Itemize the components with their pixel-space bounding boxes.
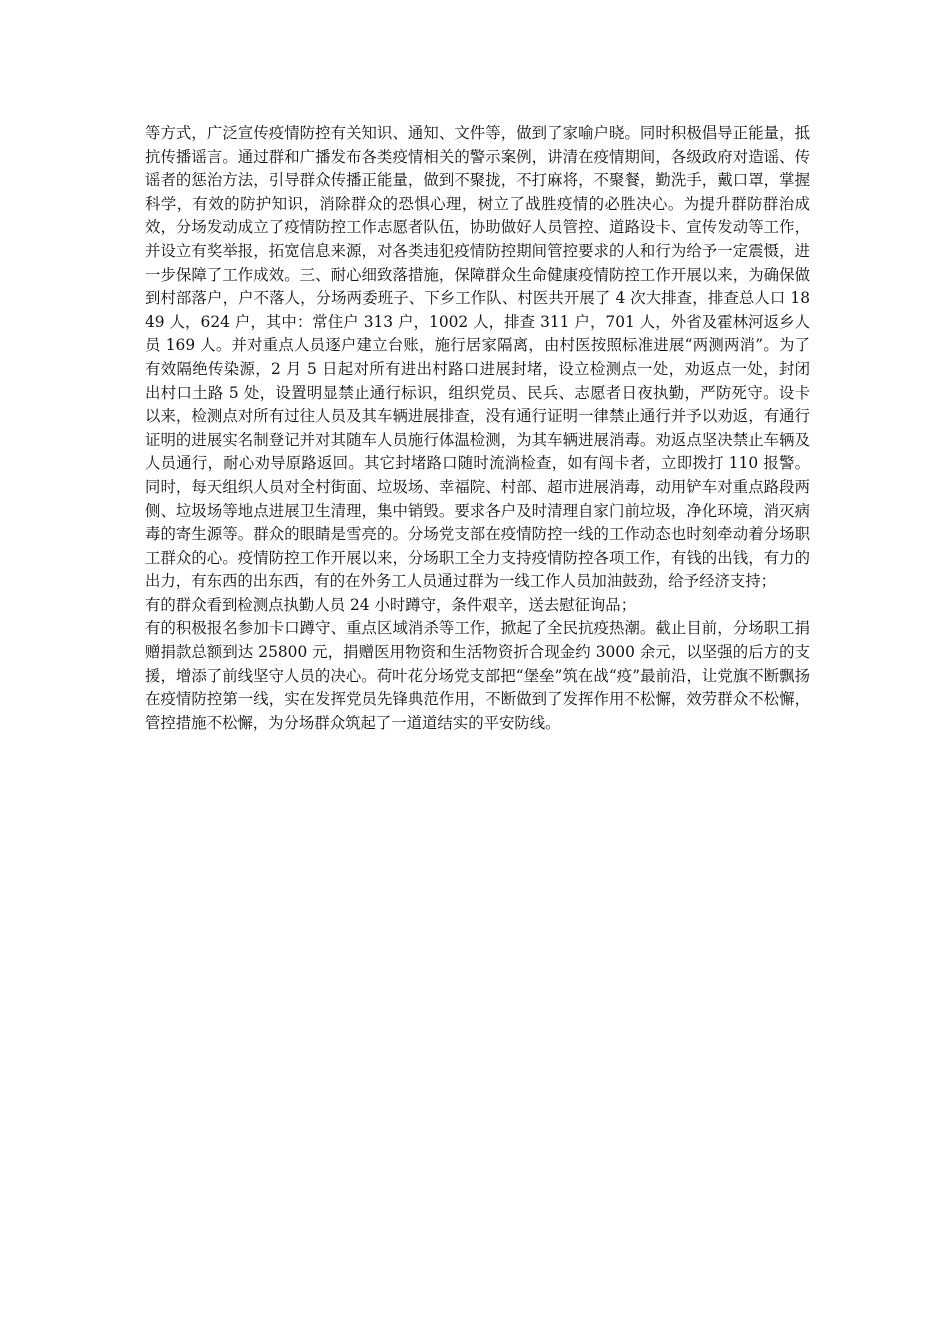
body-paragraph-1: 等方式，广泛宣传疫情防控有关知识、通知、文件等，做到了家喻户晓。同时积极倡导正能量，抵抗传播谣言。通过群和广播发布各类疫情相关的警示案例，讲清在疫情期间，各级政府对造谣、传谣者的惩治方法，引导群众传播正能量，做到不聚拢，不打麻将，不聚餐，勤洗手，戴口罩，掌握科学，有效的防护知识，消除群众的恐惧心理，树立了战胜疫情的必胜决心。为提升群防群治成效，分场发动成立了疫情防控工作志愿者队伍，协助做好人员管控、道路设卡、宣传发动等工作，并设立有奖举报，拓宽信息来源，对各类违犯疫情防控期间管控要求的人和行为给予一定震慑，进一步保障了工作成效。三、耐心细致落措施，保障群众生命健康疫情防控工作开展以来，为确保做到村部落户，户不落人，分场两委班子、下乡工作队、村医共开展了 4 次大排查，排查总人口 1849 人，624 户，其中：常住户 313 户，1002 人，排查 311 户，701 人，外省及霍林河返乡人员 169 人。并对重点人员逐户建立台账，施行居家隔离，由村医按照标准进展“两测两消”。为了有效隔绝传染源，2 月 5 日起对所有进出村路口进展封堵，设立检测点一处，劝返点一处，封闭出村口土路 5 处，设置明显禁止通行标识，组织党员、民兵、志愿者日夜执勤，严防死守。设卡以来，检测点对所有过往人员及其车辆进展排查，没有通行证明一律禁止通行并予以劝返，有通行证明的进展实名制登记并对其随车人员施行体温检测，为其车辆进展消毒。劝返点坚决禁止车辆及人员通行，耐心劝导原路返回。其它封堵路口随时流淌检查，如有闯卡者，立即拨打 110 报警。同时，每天组织人员对全村街面、垃圾场、幸福院、村部、超市进展消毒，动用铲车对重点路段两侧、垃圾场等地点进展卫生清理，集中销毁。要求各户及时清理自家门前垃圾，净化环境，消灭病毒的寄生源等。群众的眼睛是雪亮的。分场党支部在疫情防控一线的工作动态也时刻牵动着分场职工群众的心。疫情防控工作开展以来，分场职工全力支持疫情防控各项工作，有钱的出钱，有力的出力，有东西的出东西，有的在外务工人员通过群为一线工作人员加油鼓劲，给予经济支持； <box>145 124 810 591</box>
body-paragraph-3: 有的积极报名参加卡口蹲守、重点区域消杀等工作，掀起了全民抗疫热潮。截止目前，分场职工捐赠捐款总额到达 25800 元，捐赠医用物资和生活物资折合现金约 3000 余元，以坚强的后方的支援，增添了前线坚守人员的决心。荷叶花分场党支部把“堡垒”筑在战“疫”最前沿，让党旗不断飘扬在疫情防控第一线，实在发挥党员先锋典范作用，不断做到了发挥作用不松懈，效劳群众不松懈，管控措施不松懈，为分场群众筑起了一道道结实的平安防线。 <box>145 619 810 732</box>
document-body <box>145 122 810 735</box>
body-paragraph-2: 有的群众看到检测点执勤人员 24 小时蹲守，条件艰辛，送去慰征询品； <box>145 595 637 614</box>
